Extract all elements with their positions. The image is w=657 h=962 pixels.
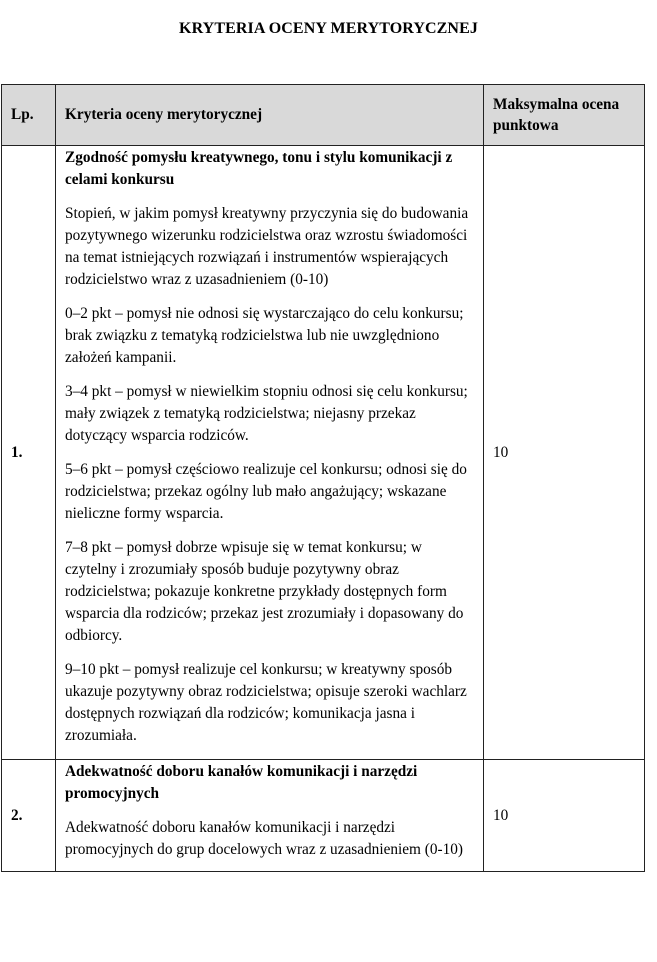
criterion-description: Stopień, w jakim pomysł kreatywny przyczynia się do budowania pozytywnego wizerunku rodzicielstwa oraz wzrostu świadomości na temat istniejących rozwiązań i instrumentów wspierających rodzicielstwo wraz z uzasadnieniem (0-10) [65,205,469,288]
criterion-description: Adekwatność doboru kanałów komunikacji i narzędzi promocyjnych do grup docelowych wraz z uzasadnieniem (0-10) [65,819,464,858]
row-number: 2. [2,760,56,872]
row-number: 1. [2,146,56,760]
header-lp: Lp. [2,85,56,146]
header-max-score: Maksymalna ocena punktowa [484,85,645,146]
score-band: 5–6 pkt – pomysł częściowo realizuje cel konkursu; odnosi się do rodzicielstwa; przekaz ogólny lub mało angażujący; wskazane nieliczne formy wsparcia. [65,461,467,522]
max-score-cell: 10 [484,760,645,872]
criteria-cell [56,760,484,872]
score-band: 9–10 pkt – pomysł realizuje cel konkursu; w kreatywny sposób ukazuje pozytywny obraz rodzicielstwa; opisuje szeroki wachlarz dostępnych rozwiązań dla rodziców; komunikacja jasna i zrozumiała. [65,661,467,744]
criteria-cell [56,146,484,760]
table-header-row [2,85,645,146]
document-title: KRYTERIA OCENY MERYTORYCZNEJ [179,20,478,37]
table-row [2,146,645,760]
header-criteria: Kryteria oceny merytorycznej [56,85,484,146]
criteria-table [1,84,645,872]
criterion-title: Zgodność pomysłu kreatywnego, tonu i stylu komunikacji z celami konkursu [65,149,453,188]
score-band: 0–2 pkt – pomysł nie odnosi się wystarczająco do celu konkursu; brak związku z tematyką rodzicielstwa lub nie uwzględniono założeń kampanii. [65,305,464,366]
criterion-title: Adekwatność doboru kanałów komunikacji i narzędzi promocyjnych [65,763,418,802]
table-row [2,760,645,872]
score-band: 3–4 pkt – pomysł w niewielkim stopniu odnosi się celu konkursu; mały związek z tematyką rodzicielstwa; niejasny przekaz dotyczący wsparcia rodziców. [65,383,468,444]
score-band: 7–8 pkt – pomysł dobrze wpisuje się w temat konkursu; w czytelny i zrozumiały sposób buduje pozytywny obraz rodzicielstwa; pokazuje konkretne przykłady dostępnych form wsparcia dla rodziców; przekaz jest zrozumiały i dopasowany do odbiorcy. [65,539,464,644]
max-score-cell: 10 [484,146,645,760]
